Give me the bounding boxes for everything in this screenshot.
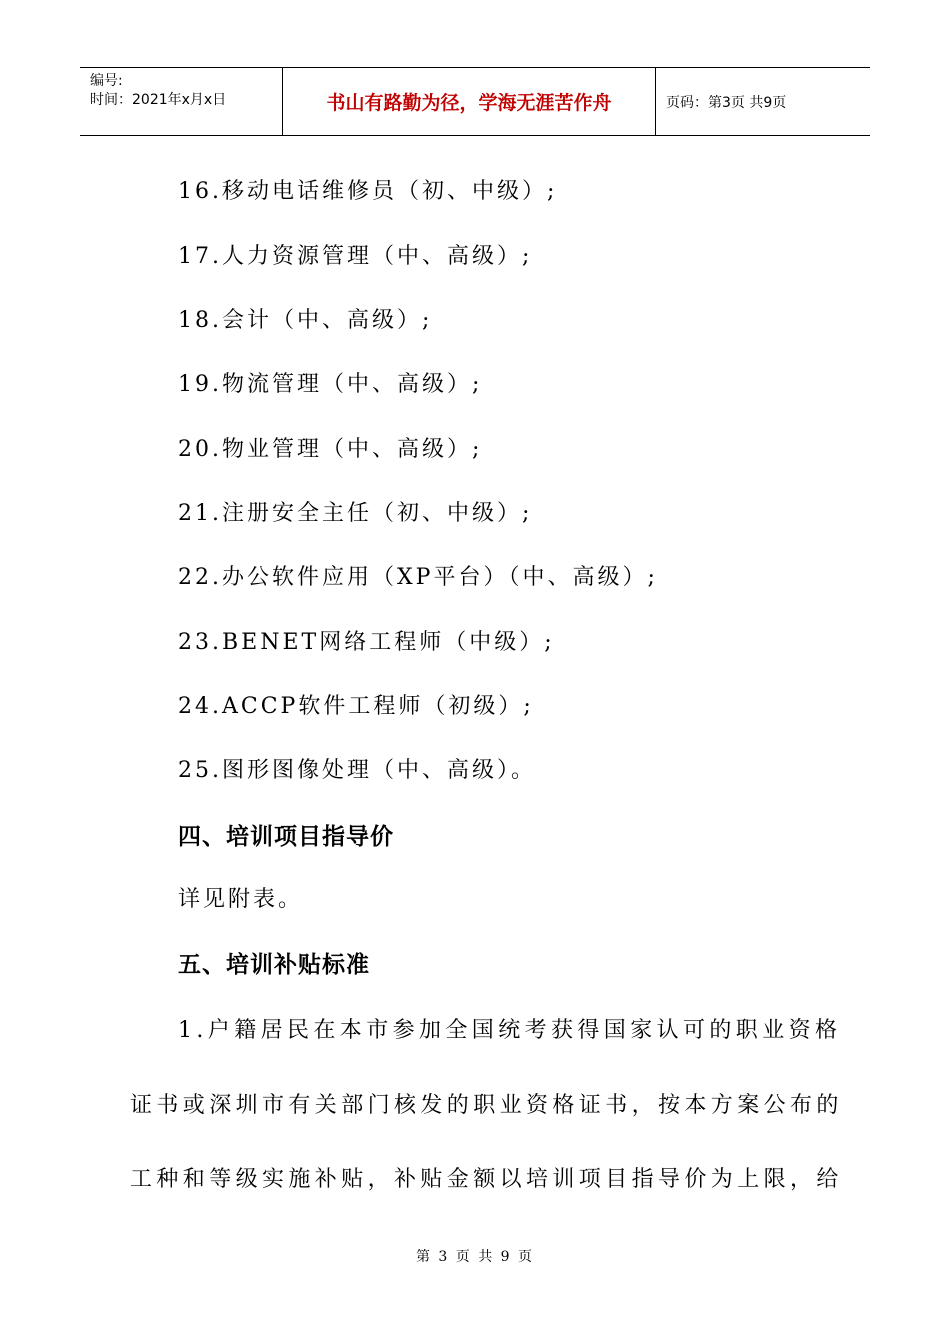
list-item: 18.会计（中、高级）; — [178, 308, 433, 333]
paragraph-line: 1.户籍居民在本市参加全国统考获得国家认可的职业资格 — [178, 1018, 842, 1043]
section-text: 详见附表。 — [178, 887, 304, 912]
list-item: 17.人力资源管理（中、高级）; — [178, 244, 533, 269]
list-item: 24.ACCP软件工程师（初级）; — [178, 694, 534, 719]
list-item: 16.移动电话维修员（初、中级）; — [178, 179, 558, 204]
paragraph-line: 证书或深圳市有关部门核发的职业资格证书，按本方案公布的 — [130, 1093, 843, 1118]
section-heading-training-price: 四、培训项目指导价 — [178, 824, 394, 850]
doc-time-label: 时间：2021年x月x日 — [90, 92, 227, 108]
doc-number-label: 编号: — [90, 73, 123, 89]
header-meta — [80, 68, 283, 135]
list-item: 22.办公软件应用（XP平台）（中、高级）; — [178, 565, 658, 590]
header-motto: 书山有路勤为径，学海无涯苦作舟 — [283, 68, 656, 135]
page-footer: 第 3 页 共 9 页 — [415, 1249, 535, 1265]
section-heading-subsidy-standard: 五、培训补贴标准 — [178, 952, 370, 978]
list-item: 21.注册安全主任（初、中级）; — [178, 501, 533, 526]
header-page-info: 页码：第3页 共9页 — [666, 94, 787, 111]
list-item: 23.BENET网络工程师（中级）; — [178, 630, 555, 655]
list-item: 25.图形图像处理（中、高级）。 — [178, 758, 536, 783]
page-header — [80, 67, 870, 136]
list-item: 19.物流管理（中、高级）; — [178, 372, 483, 397]
paragraph-line: 工种和等级实施补贴，补贴金额以培训项目指导价为上限，给 — [130, 1167, 843, 1192]
list-item: 20.物业管理（中、高级）; — [178, 437, 483, 462]
